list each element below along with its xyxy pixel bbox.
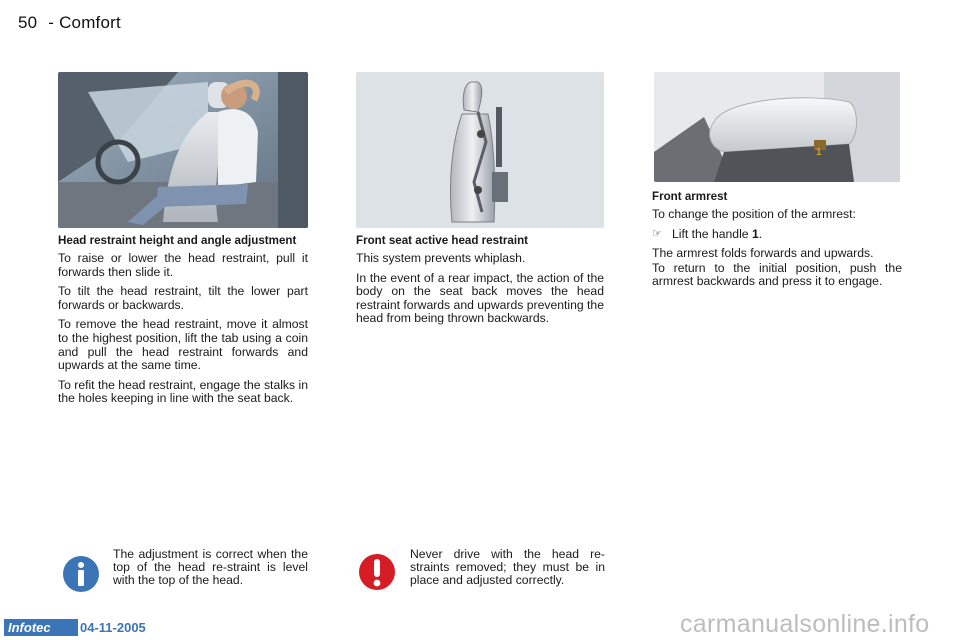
column-active-head-restraint [356, 234, 604, 332]
head-restraint-illustration [58, 72, 308, 228]
header-separator: - [48, 13, 55, 32]
warning-note: Never drive with the head re-straints removed; they must be in place and adjusted correctly. [410, 547, 605, 588]
paragraph: To remove the head restraint, move it almost to the highest position, lift the tab using a coin and pull the head restraint forwards and upwards at the same time. [58, 317, 308, 373]
footer-date: 04-11-2005 [80, 620, 146, 635]
page-header [18, 13, 121, 33]
section-title: Comfort [59, 13, 121, 32]
armrest-illustration [654, 72, 900, 182]
heading-active-head-restraint: Front seat active head restraint [356, 234, 529, 247]
paragraph: In the event of a rear impact, the action of the body on the seat back moves the head restraint forwards and upwards preventing the head from being thrown backwards. [356, 270, 604, 326]
paragraph: To return to the initial position, push the armrest backwards and press it to engage. [652, 260, 902, 289]
warning-icon [358, 553, 396, 591]
paragraph: The armrest folds forwards and upwards. [652, 246, 874, 261]
paragraph: To change the position of the armrest: [652, 207, 856, 221]
page-number: 50 [18, 13, 38, 32]
paragraph: To raise or lower the head restraint, pull it forwards then slide it. [58, 251, 308, 279]
callout-label-1: 1 [816, 147, 822, 158]
infotec-badge: Infotec [4, 619, 78, 636]
heading-head-restraint: Head restraint height and angle adjustment [58, 234, 297, 247]
column-front-armrest [652, 190, 902, 295]
info-note: The adjustment is correct when the top of the head re-straint is level with the top of the head. [113, 547, 308, 588]
watermark: carmanualsonline.info [680, 610, 930, 638]
instruction-bullet [652, 228, 902, 242]
paragraph: To refit the head restraint, engage the stalks in the holes keeping in line with the seat back. [58, 377, 308, 406]
pointing-hand-icon: ☞ [652, 227, 662, 240]
bullet-text: Lift the handle 1. [672, 226, 763, 241]
active-head-restraint-photo [356, 72, 604, 228]
paragraph: This system prevents whiplash. [356, 251, 526, 265]
column-head-restraint [58, 234, 308, 412]
armrest-photo [654, 72, 900, 182]
handle-number: 1 [751, 226, 759, 241]
heading-front-armrest: Front armrest [652, 190, 728, 203]
seat-mechanism-illustration [356, 72, 604, 228]
paragraph: To tilt the head restraint, tilt the lower part forwards or backwards. [58, 284, 308, 312]
info-icon [62, 555, 100, 593]
head-restraint-photo [58, 72, 308, 228]
